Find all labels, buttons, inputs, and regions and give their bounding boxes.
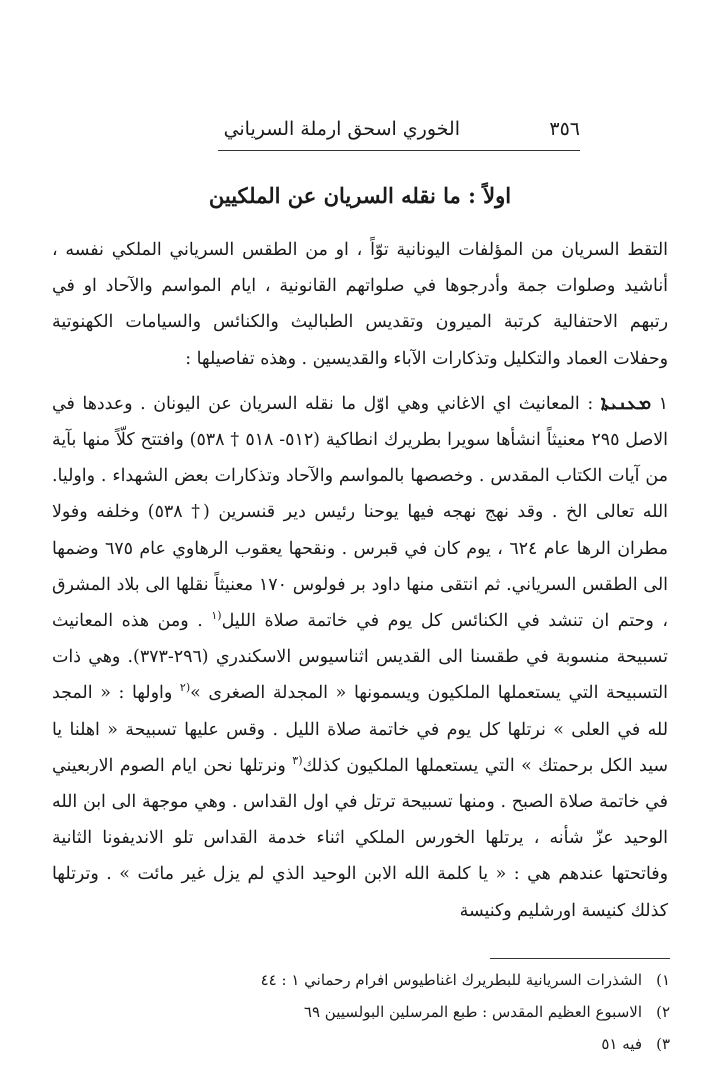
footnote-ref-3: (٣	[292, 754, 303, 768]
footnotes	[120, 958, 670, 1060]
paragraph-text: . ومن هذه المعانيث تسبيحة منسوبة في طقسنا الى القديس اثناسيوس الاسكندري (٢٩٦-٣٧٣). وهي ذات التسبيحة التي يستعملها الملكيون ويسمونها « المجدلة الصغرى »	[52, 611, 668, 704]
syriac-keyword: ܡܥܢܝܬܐ	[600, 391, 652, 414]
paragraph-text: واولها : « المجد لله في العلى » نرتلها كل يوم في خاتمة صلاة الليل . وقس عليها تسبيحة « اهلنا يا سيد الكل برحمتك » التي يستعملها الملكيون كذلك	[52, 683, 669, 776]
paragraph-text: اليونان . وعددها في الاصل ٢٩٥ معنيثاً انشأها سويرا بطريرك انطاكية (٥١٢- ٥١٨ † ٥٣٨) وافتتح كلّاً منها بآية من آيات الكتاب المقدس . وخصصها بالمواسم والآحاد وتذكارات بعض الشهداء . واوليا. الله تعالى الخ . وقد نهج نهجه فيها يوحنا رئيس دير قنسرين († ٥٣٨) وخلفه وفولا مطران الرها عام ٦٢٤ ، يوم كان في قبرس . ونقحها يعقوب الرهاوي عام ٦٧٥ وضمها الى الطقس السرياني. ثم انتقى منها داود بر فولوس ١٧٠ معنيثاً نقلها الى بلاد المشرق ، وحتم ان تنشد في الكنائس كل يوم في خاتمة صلاة الليل	[52, 393, 669, 632]
footnote-list	[120, 958, 670, 1060]
paragraph-item-1	[52, 385, 668, 929]
page-header	[218, 112, 580, 148]
footnote-ref-2: (٢	[179, 681, 191, 695]
footnote-item	[120, 996, 670, 1028]
item-gloss: : المعانيث اي الاغاني وهي اوّل ما نقله السريان عن	[208, 393, 594, 414]
footnote-text: فيه ٥١	[601, 1035, 642, 1053]
paragraph-text: ونرتلها نحن ايام الصوم الاربعيني في خاتمة صلاة الصبح . ومنها تسبيحة ترتل في اول القداس . وهي موجهة الى ابن الله الوحيد عزّ شأنه ، يرتلها الخورس الملكي اثناء خدمة القداس تلو الانديفونا الثانية وفاتحتها عندهم هي : « يا كلمة الله الابن الوحيد الذي لم يزل غير مائت » . وترتلها كذلك كنيسة اورشليم وكنيسة	[52, 755, 668, 921]
footnote-number: ٣)	[656, 1035, 670, 1053]
header-rule	[218, 150, 580, 151]
body-text	[52, 232, 668, 929]
footnote-text: الشذرات السريانية للبطريرك اغناطيوس افرام رحماني ١ : ٤٤	[260, 971, 642, 989]
footnote-item	[120, 964, 670, 996]
item-number: ١	[658, 393, 669, 414]
running-title: الخوري اسحق ارملة السرياني	[223, 118, 460, 140]
footnote-rule	[490, 958, 670, 959]
footnote-number: ١)	[656, 971, 670, 989]
footnote-number: ٢)	[656, 1003, 670, 1021]
footnote-text: الاسبوع العظيم المقدس : طبع المرسلين البولسيين ٦٩	[303, 1003, 642, 1021]
footnote-ref-1: (١	[211, 609, 222, 623]
section-title: اولاً : ما نقله السريان عن الملكيين	[208, 183, 512, 208]
page-number: ٣٥٦	[549, 118, 580, 140]
paragraph-intro: التقط السريان من المؤلفات اليونانية توّاً ، او من الطقس السرياني الملكي نفسه ، أناشيد وصلوات جمة وأدرجوها في صلواتهم القانونية ، ايام المواسم والآحاد او في رتبهم الاحتفالية كرتبة الميرون وتقديس الطباليث والكنائس والسيامات الكهنوتية وحفلات العماد والتكليل وتذكارات الآباء والقديسين . وهذه تفاصيلها :	[52, 240, 668, 369]
footnote-item	[120, 1028, 670, 1060]
